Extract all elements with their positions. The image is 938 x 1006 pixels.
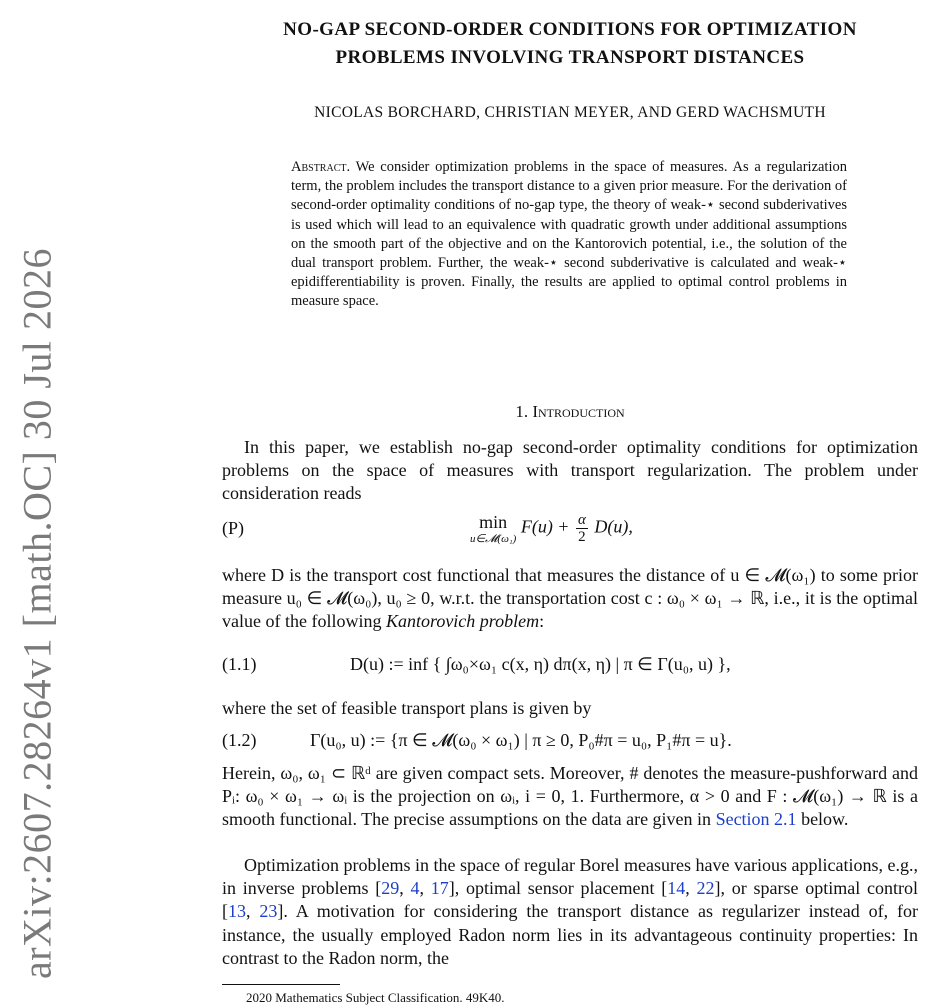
- equation-rhs: D(u),: [594, 516, 633, 537]
- equation-1-1: [222, 646, 918, 686]
- title-line-1: NO-GAP SECOND-ORDER CONDITIONS FOR OPTIMIZATION: [283, 19, 857, 40]
- section-heading: [222, 402, 918, 422]
- fraction-denominator: 2: [578, 529, 586, 545]
- equation-label: (1.2): [222, 730, 257, 750]
- paragraph-feasible: where the set of feasible transport plans is given by: [222, 698, 592, 718]
- paragraph-text: ]. A motivation for considering the transport distance as regularizer instead of, for instance, the usually employed Radon norm lies in its advantageous continuity properties: In contrast to the Radon norm, the: [222, 901, 919, 968]
- paragraph-text: Herein, ω₀, ω₁ ⊂ ℝᵈ are given compact sets. Moreover, # denotes the measure-pushforward and Pᵢ: ω₀ × ω₁ → ωᵢ is the projection on ωᵢ, i = 0, 1. Furthermore, α > 0 and F : 𝓜(ω₁) → ℝ is a smooth functional. The precise assumptions on the data are given in: [222, 763, 918, 830]
- authors: NICOLAS BORCHARD, CHRISTIAN MEYER, AND GERD WACHSMUTH: [314, 104, 826, 121]
- equation-label: (P): [222, 518, 244, 538]
- equation-1-2: [222, 722, 918, 762]
- paragraph-motivation: Optimization problems in the space of regular Borel measures have various applications, e.g., in inverse problems [29, 4, 17], optimal sensor placement [14, 22], or sparse optimal control [13, 23]. A motivation for considering the transport distance as regularizer instead of, for instance, the usually employed Radon norm lies in its advantageous continuity properties: In contrast to the Radon norm, the: [222, 855, 919, 968]
- paragraph-intro: In this paper, we establish no-gap second-order optimality conditions for optimization problems on the space of measures with transport regularization. The problem under consideration reads: [222, 437, 918, 504]
- citation-link[interactable]: 13: [228, 901, 246, 922]
- fraction: [576, 512, 588, 545]
- paragraph-text: ], optimal sensor placement [: [448, 878, 668, 899]
- paragraph-text: below.: [801, 809, 849, 830]
- paper-title: [222, 16, 918, 72]
- equation-body: Γ(u₀, u) := {π ∈ 𝓜(ω₀ × ω₁) | π ≥ 0, P₀#π = u₀, P₁#π = u}.: [310, 730, 732, 750]
- equation-p: [222, 510, 918, 550]
- equation-body: D(u) := inf { ∫ω₀×ω₁ c(x, η) dπ(x, η) | π ∈ Γ(u₀, u) },: [350, 654, 731, 674]
- footnote-divider: [222, 984, 340, 985]
- equation-body: [470, 512, 633, 545]
- citation-link[interactable]: 4: [410, 878, 420, 899]
- min-subscript: u∈𝓜(ω₁): [470, 533, 517, 545]
- abstract-text: We consider optimization problems in the space of measures. As a regularization term, the problem includes the transport distance to a given prior measure. For the derivation of second-order optimality conditions of no-gap type, the theory of weak-⋆ second subderivatives is used which will lead to an equivalence with quadratic growth under additional assumptions on the smooth part of the objective and on the Kantorovich potential, i.e., the solution of the dual transport problem. Further, the weak-⋆ second subderivative is calculated and weak-⋆ epidifferentiability is proven. Finally, the results are applied to optimal control problems in measure space.: [291, 159, 847, 310]
- citation-link[interactable]: 29: [381, 878, 400, 899]
- paragraph-herein: [222, 762, 918, 832]
- citation-link[interactable]: 23: [259, 901, 278, 922]
- arxiv-identifier: arXiv:2607.28264v1 [math.OC] 30 Jul 2026: [14, 247, 60, 980]
- abstract-label: Abstract.: [291, 159, 351, 175]
- equation-lhs: F(u) +: [520, 516, 570, 537]
- footnote: 2020 Mathematics Subject Classification. 49K40.: [246, 990, 505, 1005]
- citation-link[interactable]: 14: [667, 878, 686, 899]
- equation-label: (1.1): [222, 654, 257, 674]
- section-number: 1.: [515, 402, 529, 421]
- paragraph-definition: [222, 564, 918, 634]
- paragraph-punctuation: :: [539, 611, 545, 632]
- paragraph-text: ], or sparse optimal control [: [222, 878, 919, 922]
- paragraph-text: Optimization problems in the space of regular Borel measures have various applications, e.g., in inverse problems [: [222, 855, 918, 899]
- title-line-2: PROBLEMS INVOLVING TRANSPORT DISTANCES: [335, 47, 805, 68]
- min-operator: [470, 512, 516, 545]
- min-text: min: [479, 512, 508, 532]
- citation-link[interactable]: 22: [696, 878, 715, 899]
- section-title: Introduction: [532, 402, 625, 421]
- emphasis-kantorovich: Kantorovich problem: [385, 611, 540, 632]
- section-link[interactable]: Section 2.1: [715, 809, 797, 830]
- paragraph-text: where D is the transport cost functional that measures the distance of u ∈ 𝓜(ω₁) to some prior measure u₀ ∈ 𝓜(ω₀), u₀ ≥ 0, w.r.t. the transportation cost c : ω₀ × ω₁ → ℝ, i.e., it is the optimal value of the following: [222, 565, 918, 632]
- citation-link[interactable]: 17: [430, 878, 449, 899]
- abstract: [291, 158, 847, 312]
- fraction-numerator: α: [577, 512, 586, 528]
